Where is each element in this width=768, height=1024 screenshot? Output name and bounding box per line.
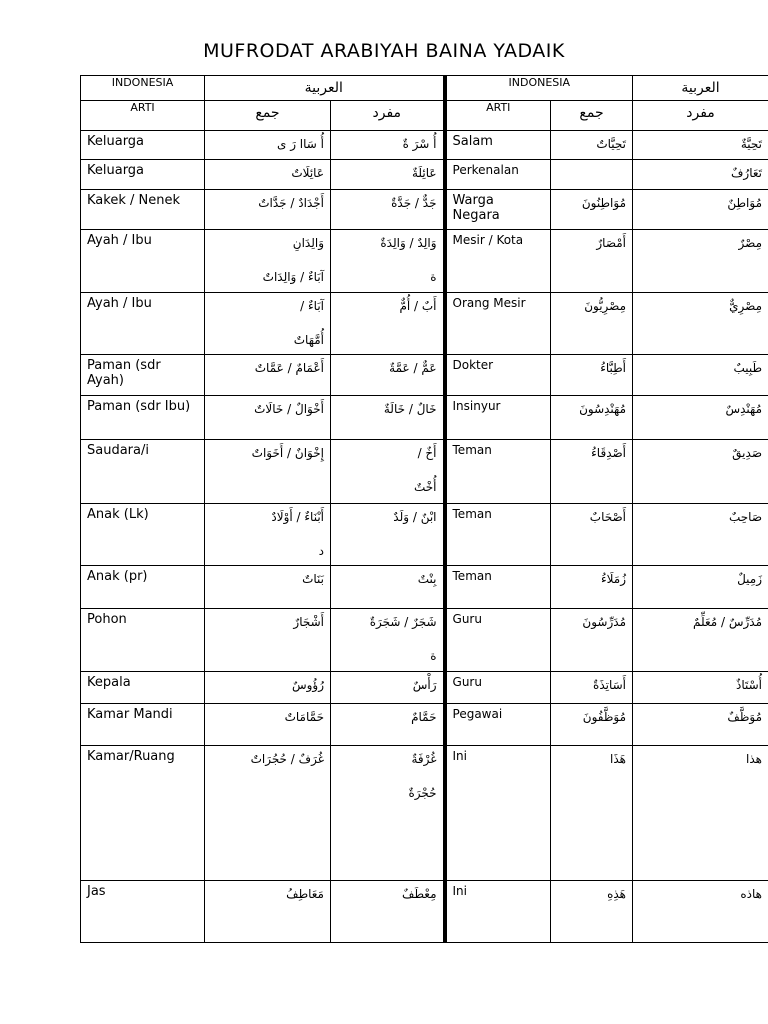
indonesian-word: Salam xyxy=(445,131,551,160)
arabic-singular: أُسْتَاذٌ xyxy=(633,672,768,704)
arabic-plural xyxy=(205,293,331,355)
table-row xyxy=(81,881,768,943)
header-row-language xyxy=(81,76,768,101)
indonesian-word: Ini xyxy=(445,881,551,943)
header-jama-right: جمع xyxy=(551,101,633,131)
table-row xyxy=(81,396,768,440)
arabic-plural-line: آبَاءٌ / xyxy=(300,299,324,313)
arabic-singular-line: حُجْرَةٌ xyxy=(408,786,437,800)
indonesian-word: Mesir / Kota xyxy=(445,230,551,293)
indonesian-word: Jas xyxy=(81,881,205,943)
arabic-plural: مُوَاطِنُونَ xyxy=(551,190,633,230)
indonesian-word: Keluarga xyxy=(81,160,205,190)
arabic-plural-line: آبَاءٌ / وَالِدَاتٌ xyxy=(262,270,324,284)
arabic-plural: بَنَاتٌ xyxy=(205,566,331,609)
arabic-singular: أَبٌ / أُمٌّ xyxy=(331,293,445,355)
indonesian-word: Anak (pr) xyxy=(81,566,205,609)
arabic-plural: حَمَّامَاتٌ xyxy=(205,704,331,746)
arabic-plural: رُؤُوسٌ xyxy=(205,672,331,704)
vocabulary-table xyxy=(80,75,768,943)
arabic-singular: زَمِيلٌ xyxy=(633,566,768,609)
arabic-singular: حَمَّامٌ xyxy=(331,704,445,746)
indonesian-word: Insinyur xyxy=(445,396,551,440)
arabic-plural: تَحِيَّاتٌ xyxy=(551,131,633,160)
arabic-singular: عَمٌّ / عَمَّةٌ xyxy=(331,355,445,396)
arabic-singular: صَدِيقٌ xyxy=(633,440,768,504)
arabic-plural: أَصْدِقَاءُ xyxy=(551,440,633,504)
arabic-plural: غُرَفٌ / حُجُرَاتٌ xyxy=(205,746,331,881)
arabic-singular xyxy=(331,746,445,881)
arabic-plural: أَجْدَادٌ / جَدَّاتٌ xyxy=(205,190,331,230)
arabic-plural: إِخْوَانٌ / أَخَوَاتٌ xyxy=(205,440,331,504)
arabic-singular-line: ة xyxy=(430,270,437,284)
arabic-plural-line: وَالِدَانِ xyxy=(292,236,324,250)
indonesian-word: Orang Mesir xyxy=(445,293,551,355)
indonesian-word: Warga Negara xyxy=(445,190,551,230)
header-mufrad-left: مفرد xyxy=(331,101,445,131)
arabic-singular: جَدٌّ / جَدَّةٌ xyxy=(331,190,445,230)
indonesian-word: Teman xyxy=(445,504,551,566)
table-row xyxy=(81,672,768,704)
arabic-plural: أَصْحَابٌ xyxy=(551,504,633,566)
arabic-plural: أَشْجَارٌ xyxy=(205,609,331,672)
arabic-singular xyxy=(331,609,445,672)
arabic-singular: خَالٌ / خَالَةٌ xyxy=(331,396,445,440)
arabic-singular-line: ة xyxy=(430,649,437,663)
arabic-plural: مَعَاطِفُ xyxy=(205,881,331,943)
arabic-singular-line: شَجَرٌ / شَجَرَةٌ xyxy=(369,615,437,629)
arabic-singular-line: أَخٌ / xyxy=(417,446,437,460)
arabic-singular: تَعَارُفٌ xyxy=(633,160,768,190)
arabic-plural: هَذِهِ xyxy=(551,881,633,943)
table-row xyxy=(81,160,768,190)
indonesian-word: Kakek / Nenek xyxy=(81,190,205,230)
arabic-singular: تَحِيَّةٌ xyxy=(633,131,768,160)
header-arti-right: ARTI xyxy=(445,101,551,131)
arabic-singular: مِصْرِيٌّ xyxy=(633,293,768,355)
indonesian-word: Paman (sdr Ibu) xyxy=(81,396,205,440)
arabic-singular: عَائِلَةٌ xyxy=(331,160,445,190)
arabic-singular xyxy=(331,440,445,504)
table-row xyxy=(81,566,768,609)
arabic-plural: أَسَاتِذَةٌ xyxy=(551,672,633,704)
arabic-plural: أَمْصَارٌ xyxy=(551,230,633,293)
table-row xyxy=(81,230,768,293)
arabic-plural: أَعْمَامٌ / عَمَّاتٌ xyxy=(205,355,331,396)
arabic-plural: مُدَرِّسُونَ xyxy=(551,609,633,672)
indonesian-word: Dokter xyxy=(445,355,551,396)
arabic-plural: زُمَلَاءُ xyxy=(551,566,633,609)
indonesian-word: Keluarga xyxy=(81,131,205,160)
indonesian-word: Teman xyxy=(445,566,551,609)
table-row xyxy=(81,355,768,396)
indonesian-word: Guru xyxy=(445,672,551,704)
arabic-plural: أَطِبَّاءُ xyxy=(551,355,633,396)
header-indonesia-left: INDONESIA xyxy=(81,76,205,101)
table-row xyxy=(81,440,768,504)
arabic-plural: عَائِلَاتٌ xyxy=(205,160,331,190)
arabic-singular: مِعْطَفٌ xyxy=(331,881,445,943)
arabic-singular: مُوَظَّفٌ xyxy=(633,704,768,746)
arabic-singular: طَبِيبٌ xyxy=(633,355,768,396)
indonesian-word: Ayah / Ibu xyxy=(81,293,205,355)
table-row xyxy=(81,504,768,566)
table-row xyxy=(81,746,768,881)
arabic-singular-line: غُرْفَةٌ xyxy=(411,752,437,766)
indonesian-word: Kepala xyxy=(81,672,205,704)
arabic-plural: مُوَظَّفُونَ xyxy=(551,704,633,746)
arabic-singular: رَأْسٌ xyxy=(331,672,445,704)
indonesian-word: Saudara/i xyxy=(81,440,205,504)
arabic-plural: أَخْوَالٌ / خَالَاتٌ xyxy=(205,396,331,440)
indonesian-word: Pegawai xyxy=(445,704,551,746)
arabic-plural-line: أَبْنَاءٌ / أَوْلَادٌ xyxy=(271,510,324,524)
table-row xyxy=(81,190,768,230)
arabic-singular: مُوَاطِنٌ xyxy=(633,190,768,230)
arabic-plural: مُهَنْدِسُونَ xyxy=(551,396,633,440)
arabic-singular: مُدَرِّسٌ / مُعَلِّمٌ xyxy=(633,609,768,672)
arabic-plural: هَذَا xyxy=(551,746,633,881)
indonesian-word: Ayah / Ibu xyxy=(81,230,205,293)
arabic-plural xyxy=(205,230,331,293)
arabic-singular: هذا xyxy=(633,746,768,881)
table-row xyxy=(81,704,768,746)
arabic-singular: مِصْرٌ xyxy=(633,230,768,293)
table-row xyxy=(81,609,768,672)
table-row xyxy=(81,293,768,355)
indonesian-word: Kamar Mandi xyxy=(81,704,205,746)
page-title: MUFRODAT ARABIYAH BAINA YADAIK xyxy=(203,40,565,62)
arabic-plural xyxy=(551,160,633,190)
arabic-plural: مِصْرِيُّونَ xyxy=(551,293,633,355)
arabic-singular xyxy=(331,230,445,293)
header-row-columns xyxy=(81,101,768,131)
table-row xyxy=(81,131,768,160)
header-mufrad-right: مفرد xyxy=(633,101,768,131)
arabic-singular: ابْنٌ / وَلَدٌ xyxy=(331,504,445,566)
arabic-singular-line: وَالِدٌ / وَالِدَةٌ xyxy=(380,236,437,250)
indonesian-word: Pohon xyxy=(81,609,205,672)
indonesian-word: Teman xyxy=(445,440,551,504)
header-arabic-left: العربية xyxy=(205,76,445,101)
arabic-singular-line: أُخْتٌ xyxy=(413,480,437,494)
indonesian-word: Guru xyxy=(445,609,551,672)
header-jama-left: جمع xyxy=(205,101,331,131)
indonesian-word: Ini xyxy=(445,746,551,881)
arabic-plural-line: د xyxy=(318,544,324,558)
arabic-singular: بِنْتٌ xyxy=(331,566,445,609)
indonesian-word: Perkenalan xyxy=(445,160,551,190)
header-arti-left: ARTI xyxy=(81,101,205,131)
header-arabic-right: العربية xyxy=(633,76,768,101)
arabic-singular: هاذه xyxy=(633,881,768,943)
header-indonesia-right: INDONESIA xyxy=(445,76,633,101)
indonesian-word: Paman (sdr Ayah) xyxy=(81,355,205,396)
arabic-singular: أُ سْرَ ةٌ xyxy=(331,131,445,160)
indonesian-word: Anak (Lk) xyxy=(81,504,205,566)
arabic-singular: مُهَنْدِسٌ xyxy=(633,396,768,440)
arabic-plural-line: أُمَّهَاتٌ xyxy=(293,333,324,347)
arabic-plural xyxy=(205,504,331,566)
arabic-plural: أُ سَاا رَ ى xyxy=(205,131,331,160)
indonesian-word: Kamar/Ruang xyxy=(81,746,205,881)
arabic-singular: صَاحِبٌ xyxy=(633,504,768,566)
